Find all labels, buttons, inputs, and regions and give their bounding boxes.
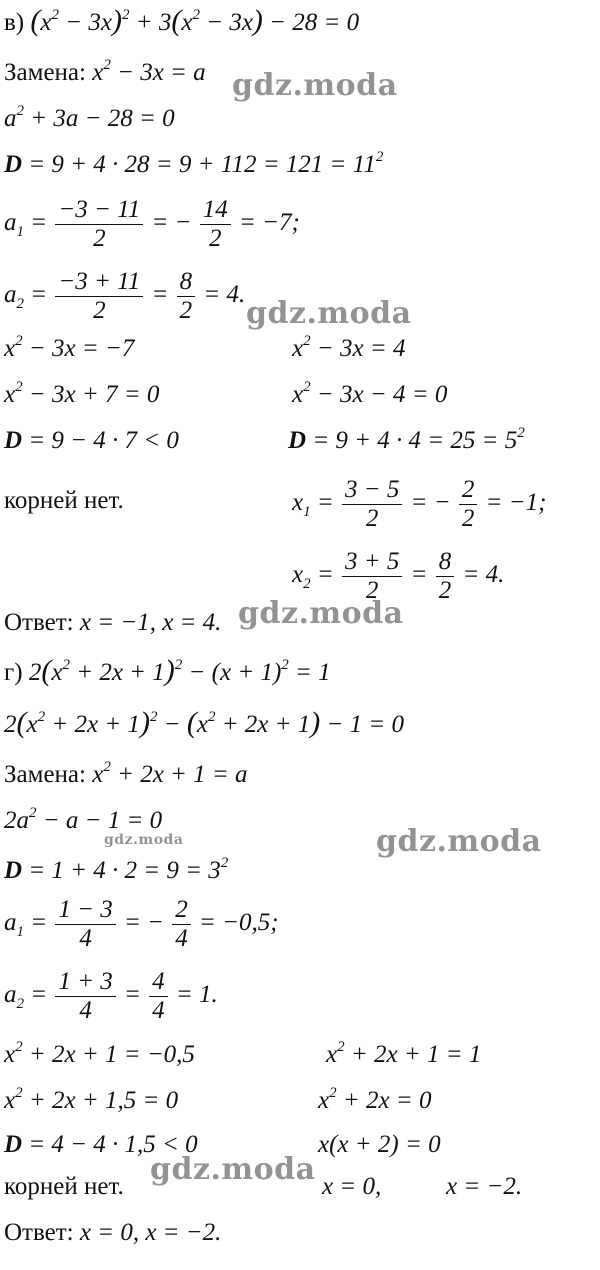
g-root-a2: $a_2$ = $\frac{1 + 3}{4}$ = $\frac{4}{4}$ = 1. <box>4 968 218 1024</box>
v-answer-value: x = −1, x = 4. <box>79 609 222 636</box>
v-left-eq2: $x^2 - 3x + 7 = 0$ <box>4 379 160 408</box>
watermark: gdz.moda <box>376 824 542 859</box>
v-zamena-label: Замена: <box>4 59 86 86</box>
g-answer-label: Ответ: <box>4 1219 74 1246</box>
v-left-eq1: $x^2 - 3x = -7$ <box>4 333 135 362</box>
v-root-a2: $a_2$ = $\frac{-3 + 11}{2}$ = $\frac{8}{2}$ = 4. <box>4 268 246 324</box>
g-no-roots: корней нет. <box>4 1173 124 1200</box>
watermark: gdz.moda <box>232 68 398 103</box>
v-right-disc: $D = 9 + 4 \cdot 4 = 25 = 5^2$ <box>288 425 525 454</box>
g-answer-value: x = 0, x = −2. <box>79 1219 222 1246</box>
g-left-eq1: $x^2 + 2x + 1 = -0,5$ <box>4 1039 195 1068</box>
g-left-eq2: $x^2 + 2x + 1,5 = 0$ <box>4 1085 179 1114</box>
v-answer <box>4 608 221 638</box>
g-discriminant: $D = 1 + 4 \cdot 2 = 9 = 3^2$ <box>4 855 229 884</box>
g-quadratic: $2a^2 - a - 1 = 0$ <box>4 805 163 834</box>
g-root-x1: x = 0, <box>322 1173 382 1200</box>
watermark: gdz.moda <box>150 1152 316 1187</box>
g-answer <box>4 1218 221 1248</box>
v-substitution: Замена: $x^2 - 3x = a$ <box>4 57 206 86</box>
v-no-roots: корней нет. <box>4 487 124 514</box>
v-right-eq2: $x^2 - 3x - 4 = 0$ <box>292 379 448 408</box>
g-problem: г) $2(x^2 + 2x + 1)^2 - (x + 1)^2 = 1$ <box>4 654 331 687</box>
v-root-x2: $x_2$ = $\frac{3 + 5}{2}$ = $\frac{8}{2}$ = 4. <box>292 548 505 604</box>
v-left-disc: D = 9 − 4 · 7 < 0 <box>4 427 179 454</box>
v-answer-label: Ответ: <box>4 609 74 636</box>
g-zamena-label: Замена: <box>4 761 86 788</box>
v-label: в) <box>4 9 25 36</box>
g-right-eq2: $x^2 + 2x = 0$ <box>318 1085 432 1114</box>
v-root-a1: $a_1$ = $\frac{-3 - 11}{2}$ = − $\frac{14}{2}$ = −7; <box>4 196 300 252</box>
v-problem: в) $(x^2 - 3x)^2 + 3(x^2 - 3x) - 28 = 0$ <box>4 4 360 37</box>
g-expanded: $2(x^2 + 2x + 1)^2 - (x^2 + 2x + 1) - 1 = 0$ <box>4 706 405 739</box>
v-discriminant: $D = 9 + 4 \cdot 28 = 9 + 112 = 121 = 11^2$ <box>4 149 384 178</box>
v-root-x1: $x_1$ = $\frac{3 - 5}{2}$ = − $\frac{2}{2}$ = −1; <box>292 476 547 532</box>
g-root-x2: x = −2. <box>446 1173 523 1200</box>
g-substitution: Замена: $x^2 + 2x + 1 = a$ <box>4 759 248 788</box>
g-right-factor: x(x + 2) = 0 <box>318 1131 441 1158</box>
watermark: gdz.moda <box>246 296 412 331</box>
watermark: gdz.moda <box>238 596 404 631</box>
v-quadratic: $a^2 + 3a - 28 = 0$ <box>4 103 175 132</box>
v-right-eq1: $x^2 - 3x = 4$ <box>292 333 406 362</box>
g-label: г) <box>4 659 23 686</box>
watermark: gdz.moda <box>104 832 184 848</box>
g-root-a1: $a_1$ = $\frac{1 - 3}{4}$ = − $\frac{2}{4}$ = −0,5; <box>4 896 279 952</box>
g-right-eq1: $x^2 + 2x + 1 = 1$ <box>326 1039 482 1068</box>
g-left-disc: D = 4 − 4 · 1,5 < 0 <box>4 1131 198 1158</box>
